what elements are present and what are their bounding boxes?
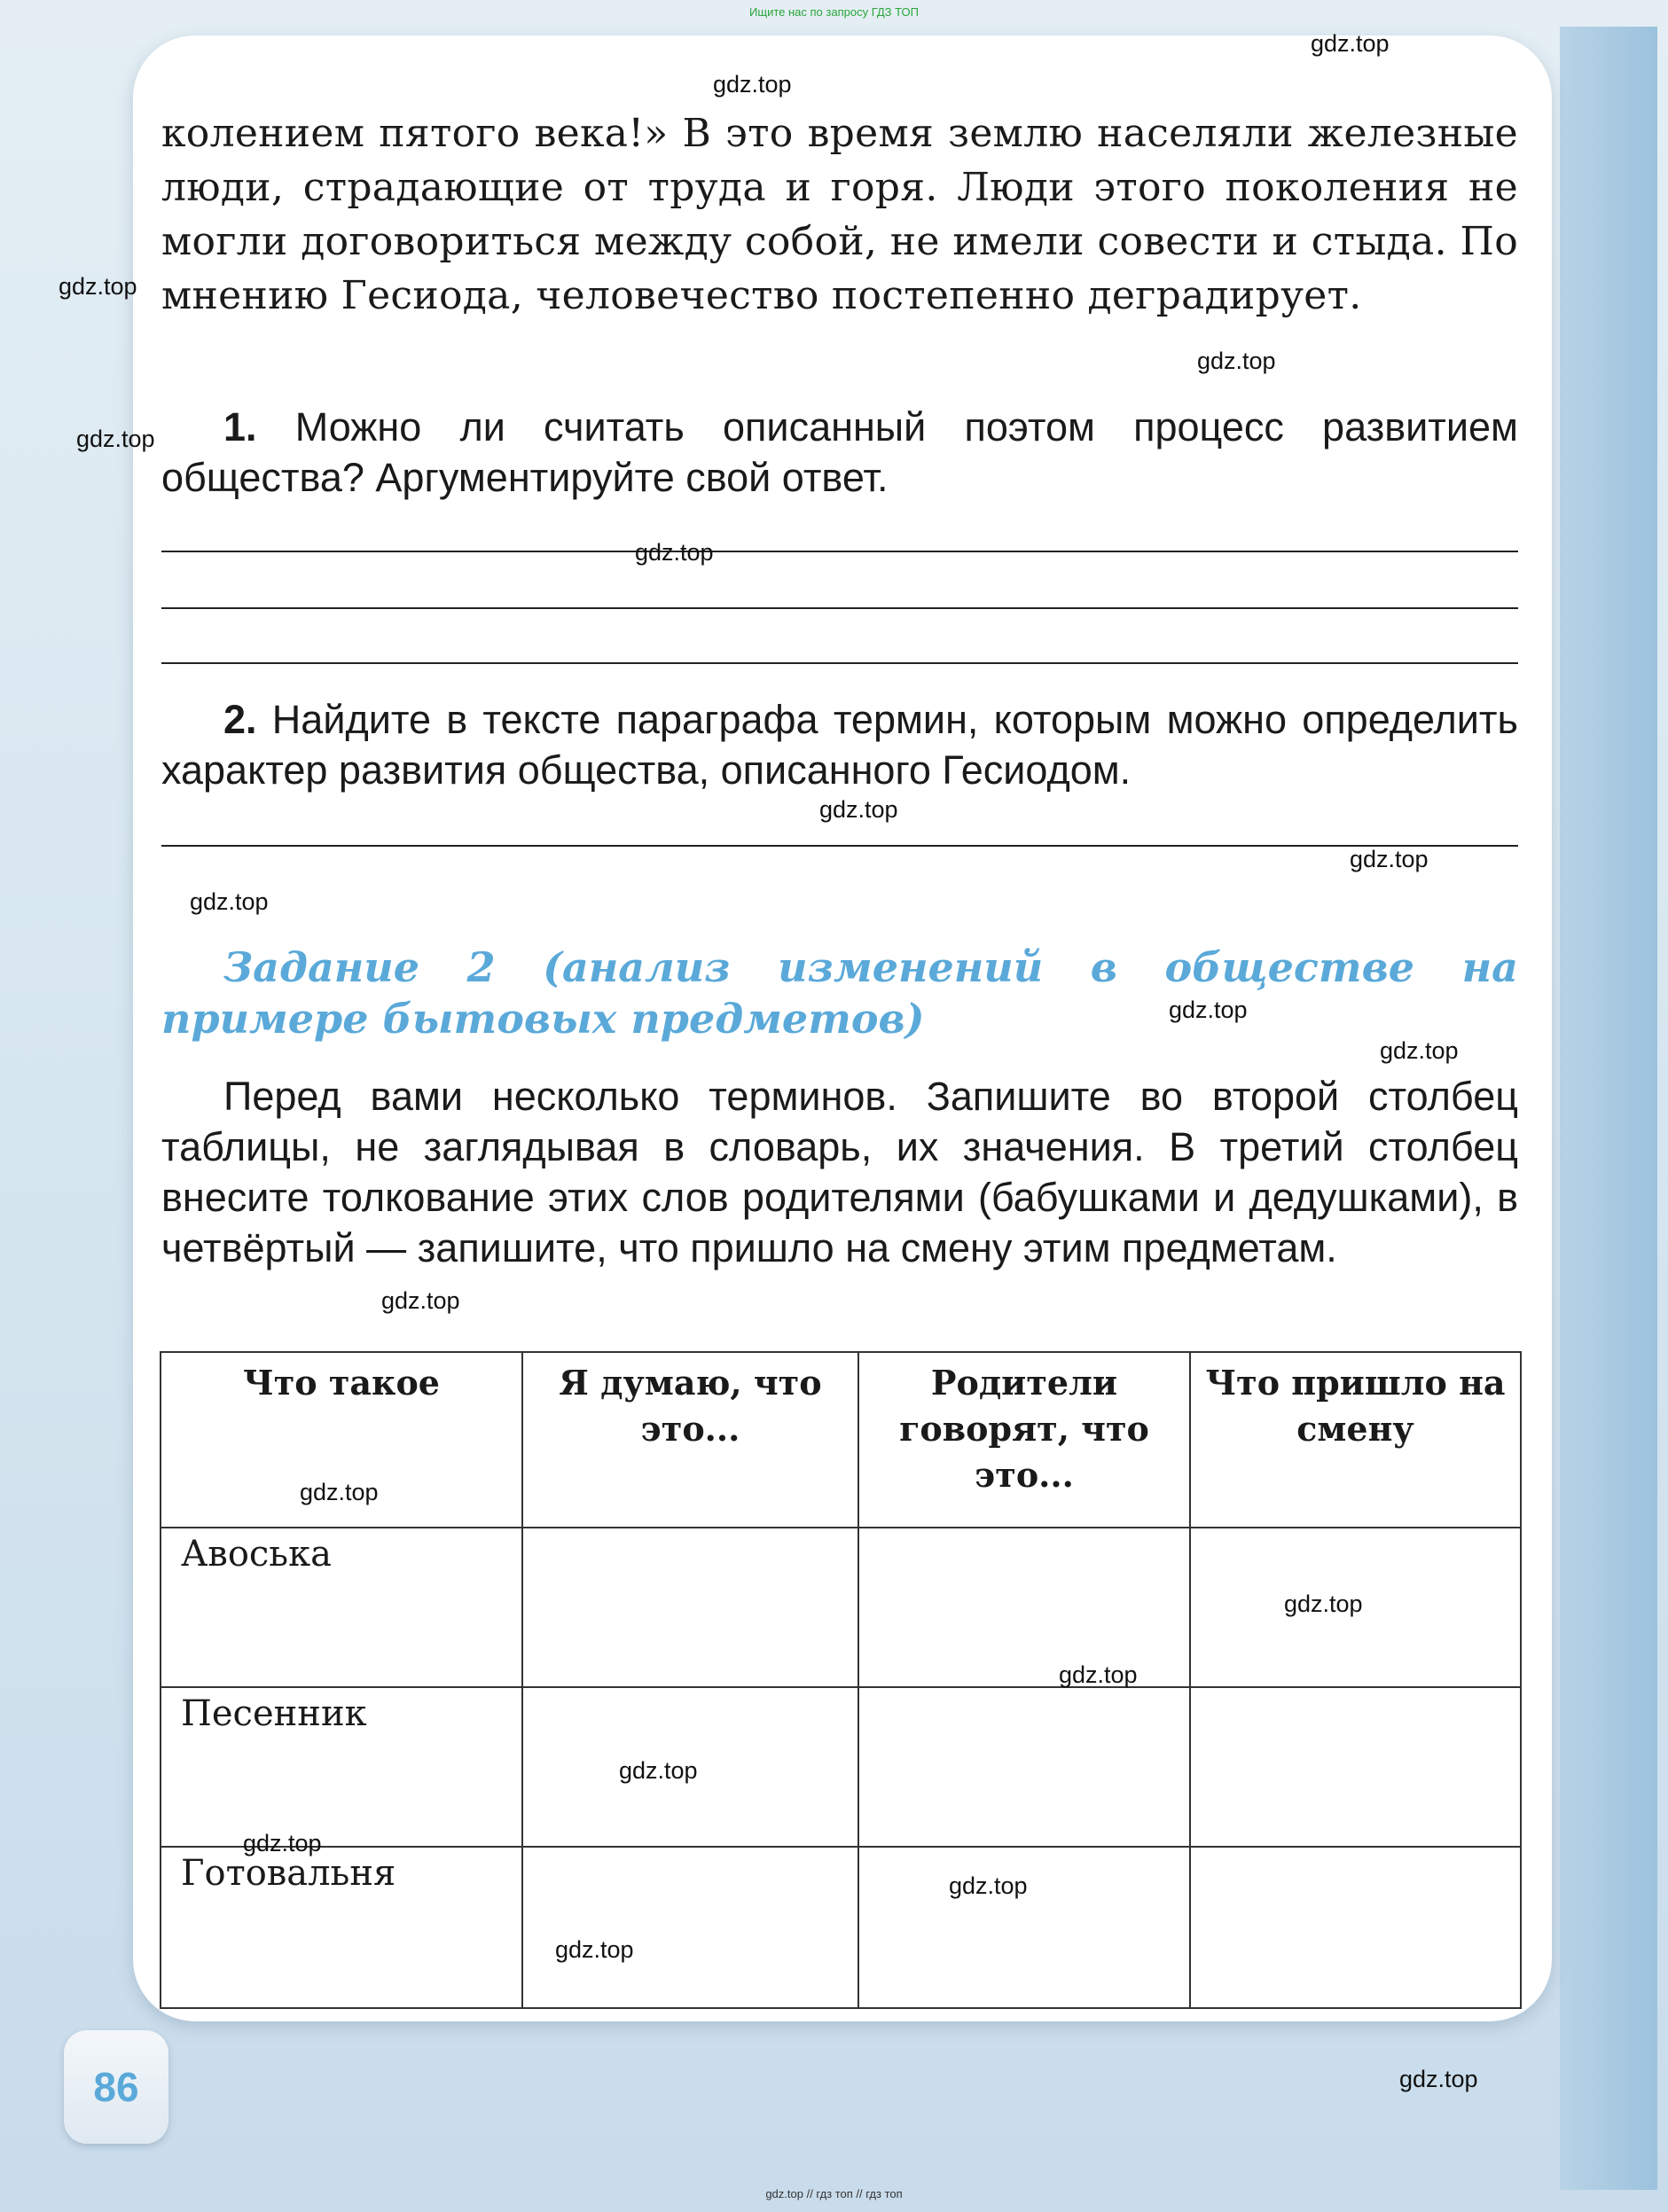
watermark: gdz.top bbox=[381, 1287, 460, 1314]
watermark: gdz.top bbox=[619, 1757, 698, 1784]
answer-line[interactable] bbox=[161, 607, 1518, 609]
watermark: gdz.top bbox=[1197, 348, 1276, 374]
page-number: 86 bbox=[64, 2030, 168, 2144]
watermark: gdz.top bbox=[555, 1936, 634, 1963]
watermark: gdz.top bbox=[1380, 1037, 1459, 1064]
watermark: gdz.top bbox=[1399, 2066, 1478, 2092]
watermark: gdz.top bbox=[190, 888, 269, 915]
header-parents-say: Родители говорят, что это... bbox=[858, 1352, 1190, 1528]
term-cell: Готовальня bbox=[161, 1847, 522, 2008]
question-1 bbox=[161, 402, 1518, 503]
watermark: gdz.top bbox=[76, 426, 155, 452]
watermark: gdz.top bbox=[59, 273, 137, 300]
answer-cell[interactable] bbox=[858, 1687, 1190, 1847]
watermark: gdz.top bbox=[819, 796, 898, 823]
task-2-heading bbox=[161, 942, 1518, 1044]
watermark: gdz.top bbox=[1169, 997, 1248, 1023]
watermark: gdz.top bbox=[635, 539, 714, 566]
answer-line[interactable] bbox=[161, 551, 1518, 552]
terms-table bbox=[160, 1351, 1522, 2009]
intro-paragraph: колением пятого века!» В это время землю населяли железные люди, страдающие от труда и горя. Люди этого поколения не могли договориться между собой, не имели совести и стыда. По мнению Гесиода, человечество постепенно деградирует. bbox=[161, 111, 1518, 318]
task-2-instructions bbox=[161, 1071, 1518, 1273]
watermark: gdz.top bbox=[713, 71, 792, 98]
header-i-think: Я думаю, что это... bbox=[522, 1352, 858, 1528]
answer-cell[interactable] bbox=[858, 1847, 1190, 2008]
question-1-number: 1. bbox=[223, 404, 257, 449]
bottom-banner: gdz.top // гдз топ // гдз топ bbox=[765, 2187, 903, 2200]
table-row bbox=[161, 1847, 1521, 2008]
watermark: gdz.top bbox=[1284, 1591, 1363, 1617]
top-banner: Ищите нас по запросу ГДЗ ТОП bbox=[749, 5, 919, 19]
table-row bbox=[161, 1687, 1521, 1847]
watermark: gdz.top bbox=[300, 1479, 379, 1505]
watermark: gdz.top bbox=[1059, 1661, 1138, 1688]
answer-cell[interactable] bbox=[1190, 1847, 1521, 2008]
watermark: gdz.top bbox=[243, 1830, 322, 1856]
answer-line[interactable] bbox=[161, 845, 1518, 847]
header-replacement: Что пришло на смену bbox=[1190, 1352, 1521, 1528]
task-2-instructions-text: Перед вами несколько терминов. Запишите во второй столбец таблицы, не заглядывая в словарь, их значения. В третий столбец внесите толкование этих слов родителями (бабушками и дедушками), в четвёртый — запишите, что пришло на смену этим предметам. bbox=[161, 1074, 1518, 1270]
question-2-text: Найдите в тексте параграфа термин, которым можно определить характер развития общества, описанного Гесиодом. bbox=[161, 697, 1518, 793]
answer-line[interactable] bbox=[161, 662, 1518, 664]
answer-cell[interactable] bbox=[522, 1528, 858, 1687]
header-what-is-it: Что такое bbox=[161, 1352, 522, 1528]
question-2-number: 2. bbox=[223, 697, 257, 742]
question-2 bbox=[161, 694, 1518, 795]
term-cell: Авоська bbox=[161, 1528, 522, 1687]
task-2-heading-text: Задание 2 (анализ изменений в обществе на примере бытовых предметов) bbox=[161, 943, 1518, 1043]
answer-cell[interactable] bbox=[858, 1528, 1190, 1687]
watermark: gdz.top bbox=[1350, 846, 1429, 872]
book-edge-decoration bbox=[1560, 27, 1657, 2190]
answer-cell[interactable] bbox=[522, 1847, 858, 2008]
watermark: gdz.top bbox=[1311, 30, 1390, 57]
term-cell: Песенник bbox=[161, 1687, 522, 1847]
watermark: gdz.top bbox=[949, 1872, 1028, 1899]
question-1-text: Можно ли считать описанный поэтом процесс развитием общества? Аргументируйте свой ответ. bbox=[161, 404, 1518, 500]
answer-cell[interactable] bbox=[1190, 1687, 1521, 1847]
